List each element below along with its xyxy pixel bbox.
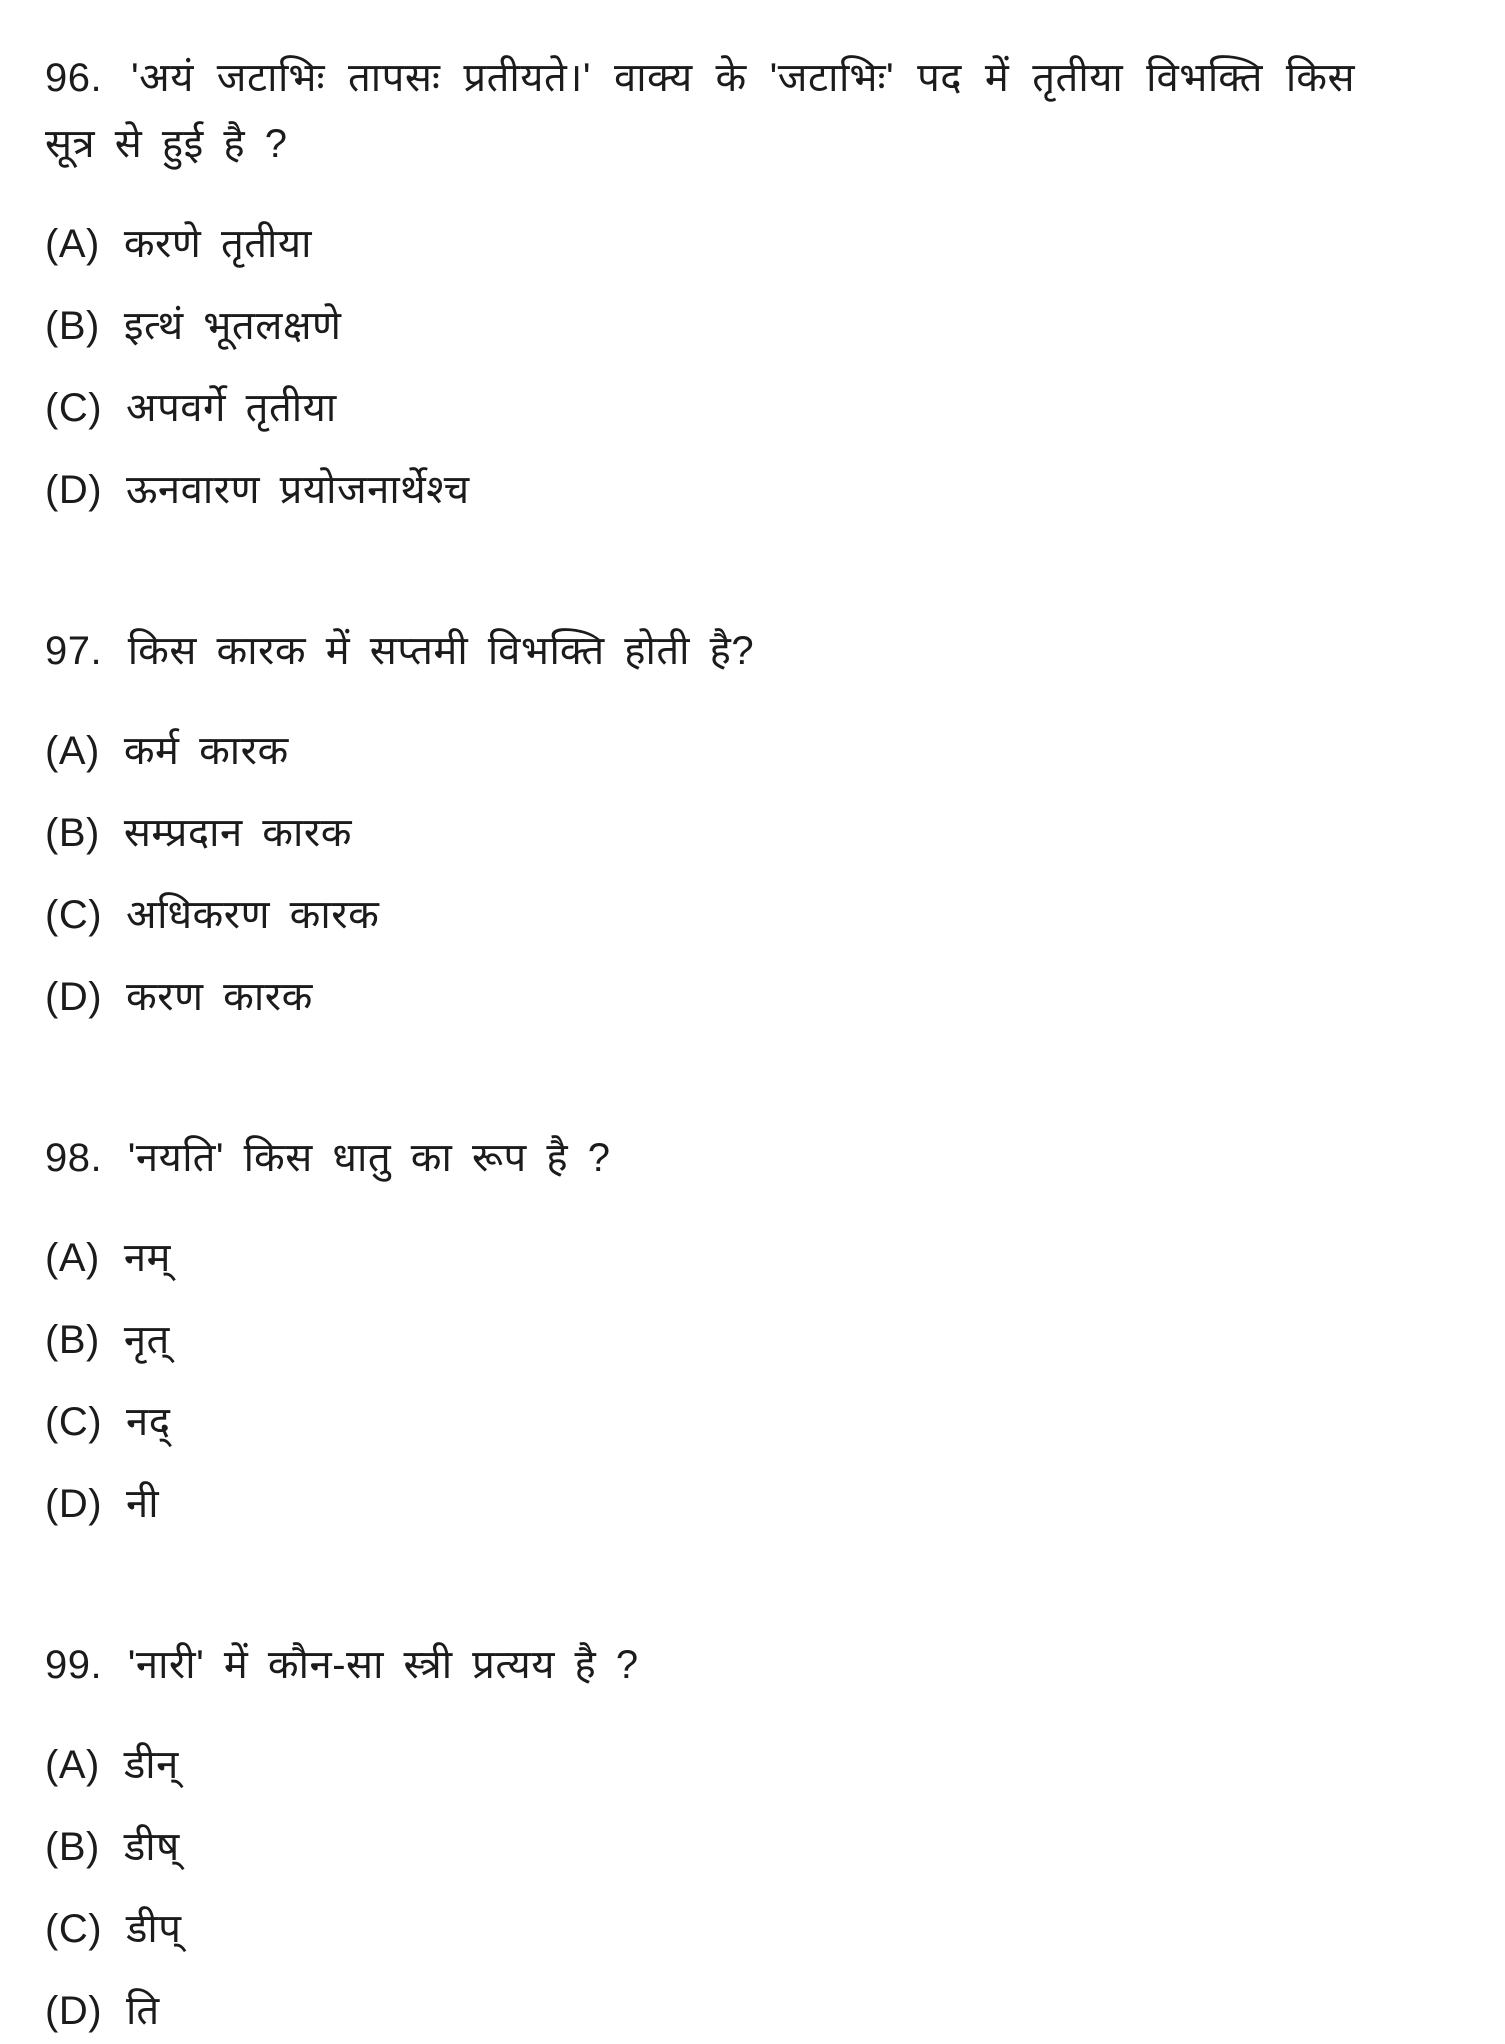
option-row (45, 1307, 1355, 1373)
option-label: (D) (45, 1482, 103, 1526)
option-label: (D) (45, 1989, 103, 2033)
option-label: (C) (45, 1907, 103, 1951)
option-row (45, 375, 1355, 441)
option-text: ऊनवारण प्रयोजनार्थेश्च (126, 468, 470, 512)
option-row (45, 1978, 1355, 2044)
option-row (45, 1732, 1355, 1798)
option-row (45, 211, 1355, 277)
option-row (45, 1389, 1355, 1455)
option-row (45, 1225, 1355, 1291)
option-label: (B) (45, 1825, 100, 1869)
question-body: 'नयति' किस धातु का रूप है ? (127, 1136, 611, 1180)
question-number: 98. (45, 1136, 103, 1180)
question-text (45, 1125, 1355, 1191)
option-label: (B) (45, 1318, 100, 1362)
option-text: नृत् (123, 1318, 170, 1362)
option-label: (A) (45, 1236, 100, 1280)
option-text: नी (126, 1482, 160, 1526)
option-text: डीप् (126, 1907, 182, 1951)
option-label: (C) (45, 386, 103, 430)
question-number: 99. (45, 1643, 103, 1687)
option-text: नम् (123, 1236, 171, 1280)
question-block-98 (45, 1125, 1355, 1537)
option-row (45, 964, 1355, 1030)
option-text: ति (126, 1989, 160, 2033)
option-row (45, 800, 1355, 866)
option-text: डीन् (123, 1743, 179, 1787)
question-block-96 (45, 45, 1355, 523)
option-row (45, 718, 1355, 784)
question-block-97 (45, 618, 1355, 1030)
option-row (45, 1896, 1355, 1962)
option-row (45, 293, 1355, 359)
option-label: (B) (45, 304, 100, 348)
option-label: (B) (45, 811, 100, 855)
option-row (45, 882, 1355, 948)
option-text: डीष् (123, 1825, 180, 1869)
option-text: करण कारक (126, 975, 313, 1019)
question-number: 97. (45, 629, 103, 673)
option-text: अपवर्गे तृतीया (126, 386, 337, 430)
option-row (45, 1471, 1355, 1537)
question-text (45, 618, 1355, 684)
option-text: करणे तृतीया (123, 222, 312, 266)
option-text: नद् (126, 1400, 171, 1444)
question-body: 'नारी' में कौन-सा स्त्री प्रत्यय है ? (127, 1643, 639, 1687)
option-label: (D) (45, 468, 103, 512)
question-number: 96. (45, 56, 103, 100)
option-label: (C) (45, 1400, 103, 1444)
question-body: 'अयं जटाभिः तापसः प्रतीयते।' वाक्य के 'जटाभिः' पद में तृतीया विभक्ति किस सूत्र से हुई है ? (45, 56, 1355, 166)
option-row (45, 457, 1355, 523)
question-body: किस कारक में सप्तमी विभक्ति होती है? (127, 629, 755, 673)
question-text (45, 45, 1355, 177)
option-label: (D) (45, 975, 103, 1019)
option-row (45, 1814, 1355, 1880)
option-text: सम्प्रदान कारक (123, 811, 352, 855)
option-label: (A) (45, 222, 100, 266)
option-text: कर्म कारक (123, 729, 289, 773)
option-text: अधिकरण कारक (126, 893, 380, 937)
option-label: (C) (45, 893, 103, 937)
question-block-99 (45, 1632, 1355, 2044)
option-label: (A) (45, 1743, 100, 1787)
option-label: (A) (45, 729, 100, 773)
question-text (45, 1632, 1355, 1698)
option-text: इत्थं भूतलक्षणे (123, 304, 342, 348)
